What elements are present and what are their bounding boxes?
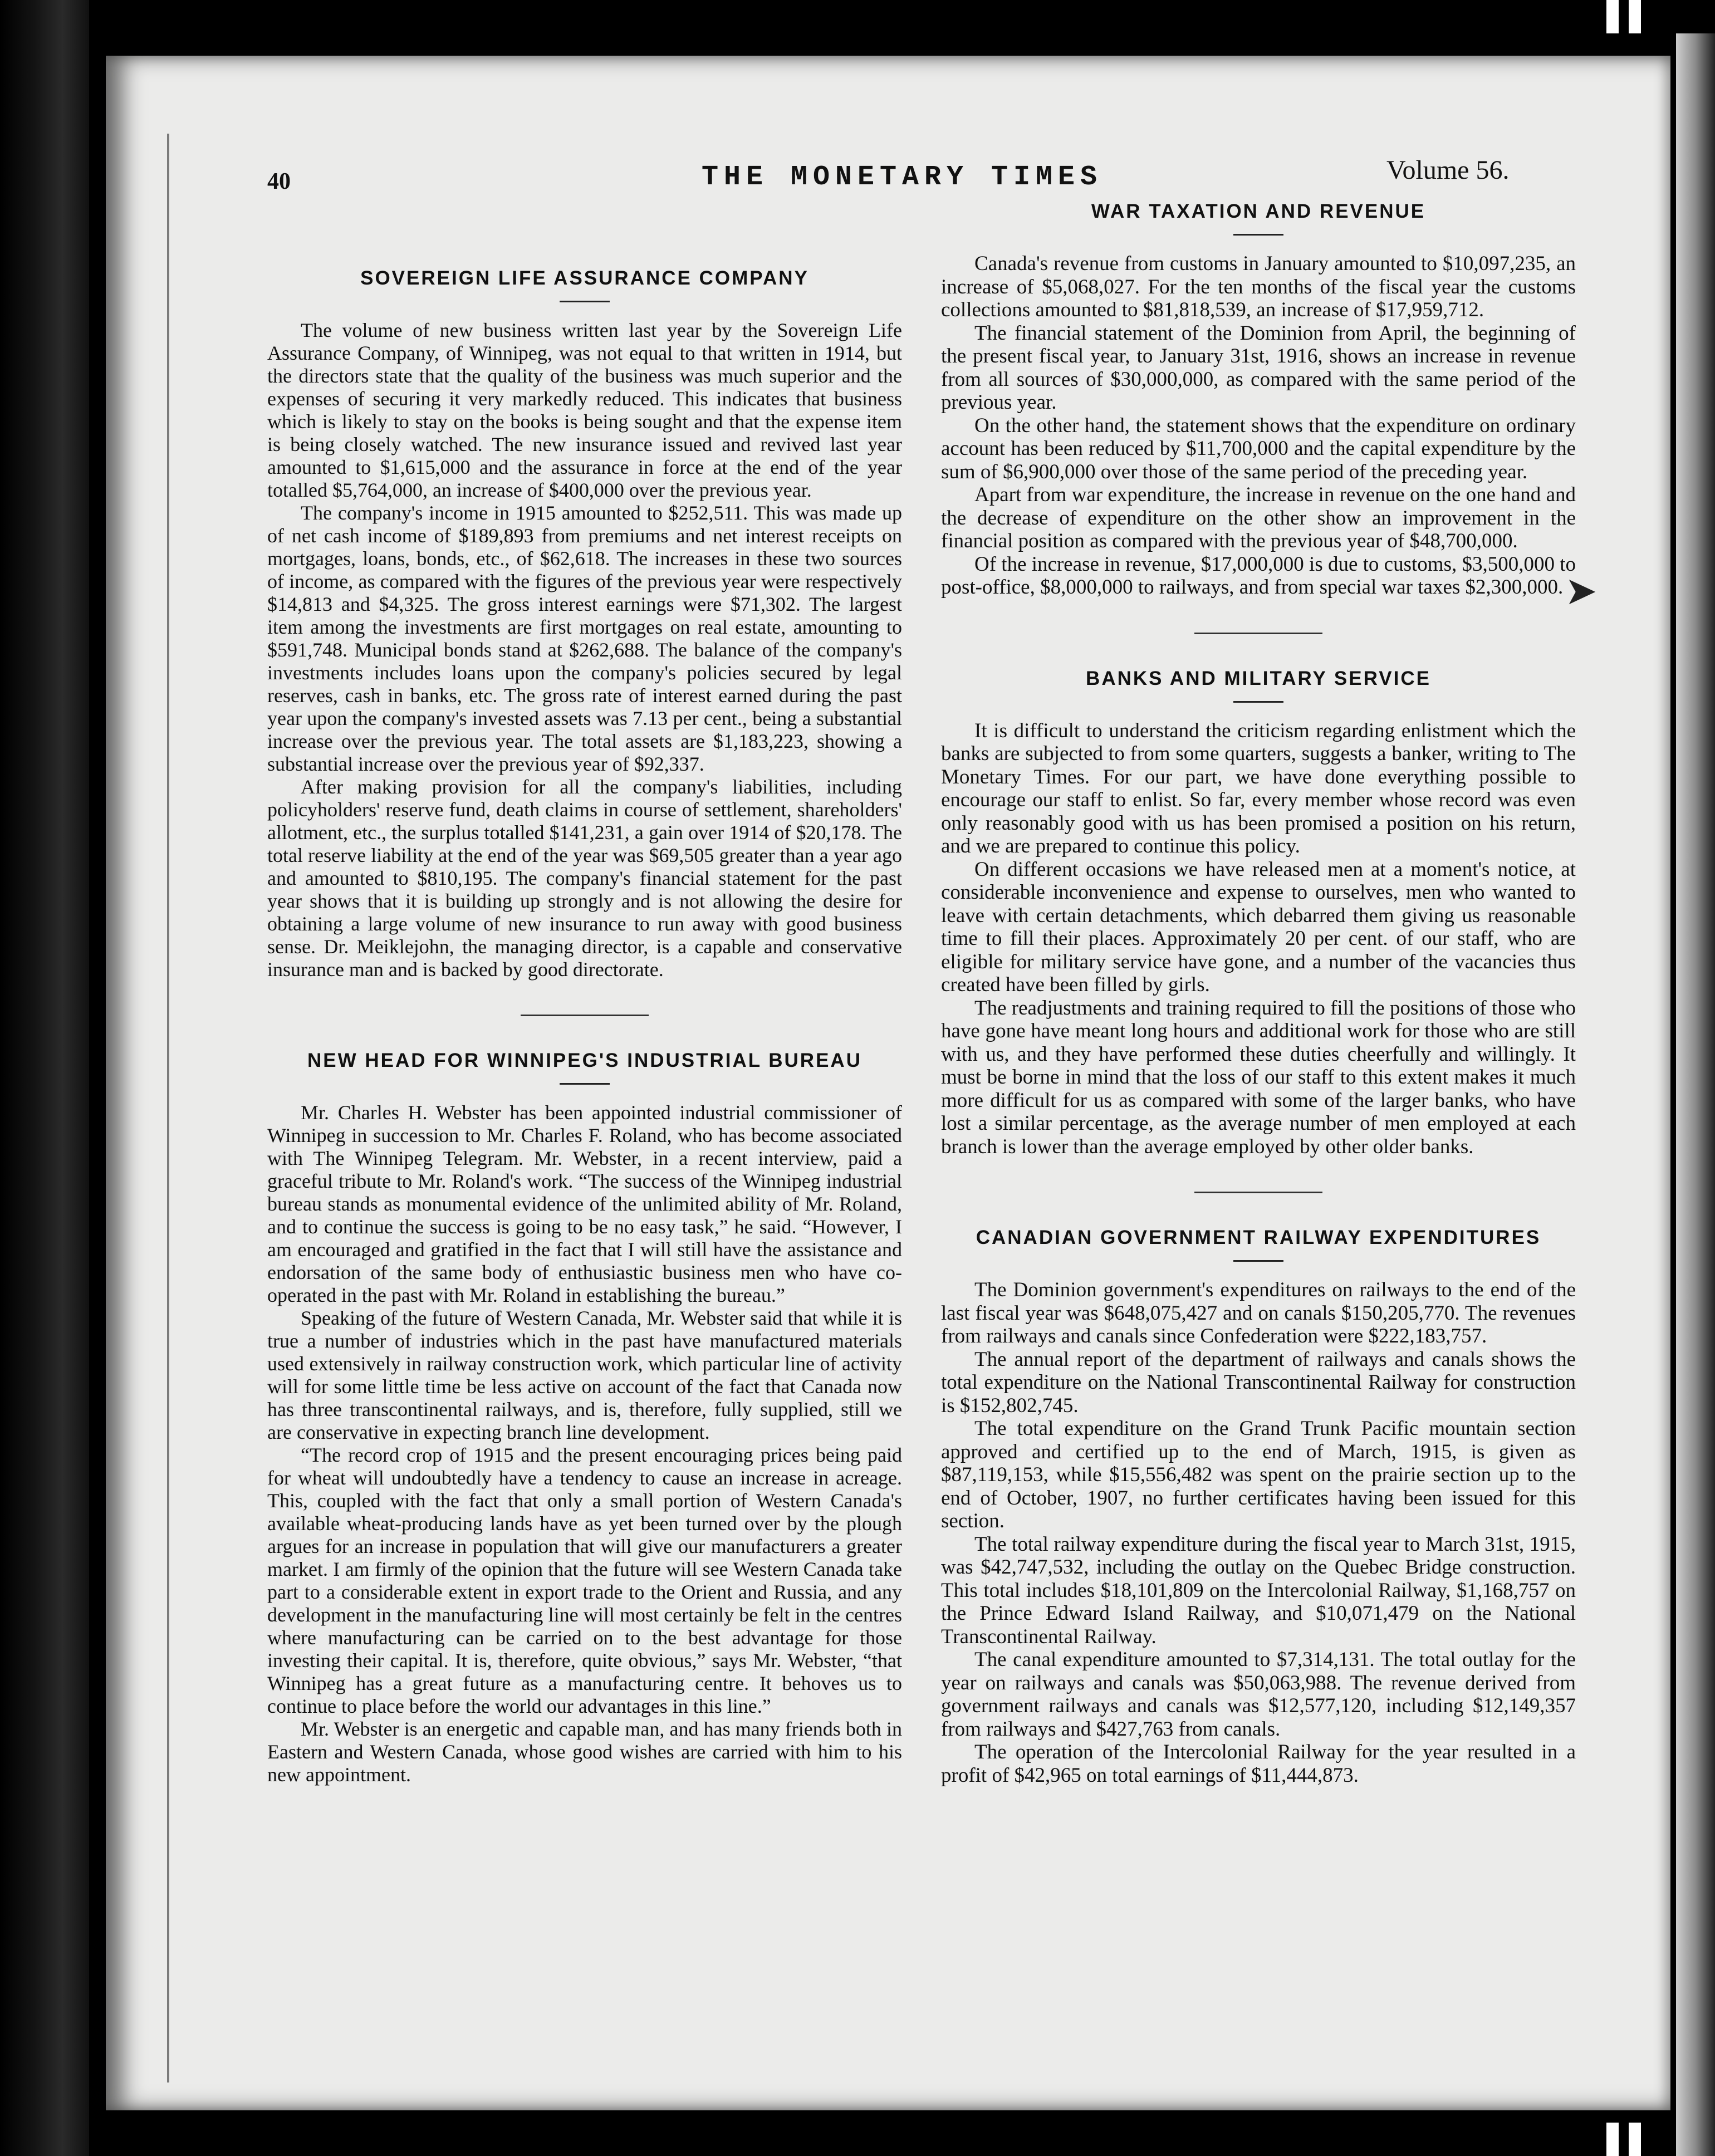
article-paragraph: Speaking of the future of Western Canada, Mr. Webster said that while it is true a number of industries which in the past have manufactured materials used extensively in railway construction work, which particular line of activity will for some little time be less active on account of the fact that Canada now has three transcontinental railways, and is, therefore, fully supplied, still we are conservative in expecting branch line development. [267,1307,902,1443]
headline-rule [560,301,610,302]
article-sovereign-life [267,267,902,981]
volume-label: Volume 56. [1386,155,1510,185]
article-paragraph: The financial statement of the Dominion from April, the beginning of the present fiscal year, to January 31st, 1916, shows an increase in revenue from all sources of $30,000,000, as compared with the same period of the previous year. [941,321,1576,414]
right-column [941,200,1576,1820]
frame-mark [1629,2123,1641,2156]
article-paragraph: Canada's revenue from customs in January amounted to $10,097,235, an increase of $5,068,027. For the ten months of the fiscal year the customs collections amounted to $81,818,539, an increase of $17,959,712. [941,252,1576,321]
page-gutter [167,134,169,2082]
article-paragraph: The annual report of the department of railways and canals shows the total expenditure on the National Transcontinental Railway for construction is $152,802,745. [941,1347,1576,1417]
article-separator [1194,1192,1322,1193]
article-paragraph: Apart from war expenditure, the increase in revenue on the one hand and the decrease of expenditure on the other show an improvement in the financial position as compared with the previous year of $48,700,000. [941,483,1576,552]
journal-title: THE MONETARY TIMES [701,161,1103,193]
article-paragraph: The total expenditure on the Grand Trunk Pacific mountain section approved and certified up to the end of March, 1915, is given as $87,119,153, while $15,556,482 was spent on the prairie section up to the end of October, 1907, no further certificates having been issued for this section. [941,1417,1576,1532]
article-paragraph: The readjustments and training required to fill the positions of those who have gone have meant long hours and additional work for those who are still with us, and they have performed these duties cheerfully and willingly. It must be borne in mind that the loss of our staff to this extent makes it much more difficult for us as compared with some of the larger banks, who have lost a similar percentage, as the average number of men employed at each branch is lower than the average employed by other older banks. [941,996,1576,1158]
article-paragraph: On the other hand, the statement shows that the expenditure on ordinary account has been reduced by $11,700,000 and the capital expenditure by the sum of $6,900,000 over those of the same period of the preceding year. [941,414,1576,483]
article-headline: NEW HEAD FOR WINNIPEG'S INDUSTRIAL BUREAU [307,1050,862,1071]
book-binding [0,0,89,2156]
article-paragraph: The operation of the Intercolonial Railway for the year resulted in a profit of $42,965 on total earnings of $11,444,873. [941,1741,1576,1787]
article-headline: SOVEREIGN LIFE ASSURANCE COMPANY [360,267,809,289]
article-headline: CANADIAN GOVERNMENT RAILWAY EXPENDITURES [976,1227,1541,1248]
left-column [267,267,902,1820]
article-war-taxation [941,200,1576,599]
article-banks-military [941,668,1576,1159]
facing-page-edge [1676,33,1715,2156]
headline-rule [1233,234,1283,236]
article-paragraph: The Dominion government's expenditures on railways to the end of the last fiscal year was $648,075,427 and on canals $150,205,770. The revenues from railways and canals since Confederation were $222,183,757. [941,1278,1576,1347]
article-paragraph: Mr. Webster is an energetic and capable man, and has many friends both in Eastern and Western Canada, whose good wishes are carried with him to his new appointment. [267,1718,902,1786]
article-separator [1194,633,1322,634]
article-paragraph: The company's income in 1915 amounted to $252,511. This was made up of net cash income of $189,893 from premiums and net interest receipts on mortgages, loans, bonds, etc., of $62,618. The increases in these two sources of income, as compared with the figures of the previous year were respectively $14,813 and $4,325. The gross interest earnings were $71,302. The largest item among the investments are first mortgages on real estate, amounting to $591,748. Municipal bonds stand at $262,688. The balance of the company's investments includes loans upon the company's policies secured by legal reserves, cash in banks, etc. The gross rate of interest earned during the past year upon the company's invested assets was 7.13 per cent., being a substantial increase over the previous year. The total assets are $1,183,223, showing a substantial increase over the previous year of $92,337. [267,502,902,775]
article-winnipeg-bureau [267,1050,902,1786]
article-paragraph: The total railway expenditure during the fiscal year to March 31st, 1915, was $42,747,532, including the outlay on the Quebec Bridge construction. This total includes $18,101,809 on the Intercolonial Railway, $1,168,757 on the Prince Edward Island Railway, and $10,071,479 on the National Transcontinental Railway. [941,1532,1576,1648]
document-page [106,56,1670,2110]
article-paragraph: It is difficult to understand the criticism regarding enlistment which the banks are subjected to from some quarters, suggests a banker, writing to The Monetary Times. For our part, we have done everything possible to encourage our staff to enlist. So far, every member whose record was even only reasonably good with us has been promised a position on his return, and we are prepared to continue this policy. [941,719,1576,857]
article-paragraph: The canal expenditure amounted to $7,314,131. The total outlay for the year on railways and canals was $50,063,988. The revenue derived from government railways and canals was $12,577,120, including $12,149,357 from railways and $427,763 from canals. [941,1648,1576,1741]
frame-mark [1606,2123,1619,2156]
article-paragraph: “The record crop of 1915 and the present encouraging prices being paid for wheat will undoubtedly have a tendency to cause an increase in acreage. This, coupled with the fact that only a small portion of Western Canada's available wheat-producing lands have as yet been turned over by the plough argues for an increase in population that will give our manufacturers a greater market. I am firmly of the opinion that the future will see Western Canada take part to a considerable extent in export trade to the Orient and Russia, and any development in the manufacturing line will most certainly be felt in the centres where manufacturing can be carried on to the best advantage for those investing their capital. It is, therefore, quite obvious,” says Mr. Webster, “that Winnipeg has a great future as a manufacturing centre. It behoves us to continue to place before the world our advantages in this line.” [267,1444,902,1717]
frame-mark [1606,0,1619,33]
article-paragraph: After making provision for all the company's liabilities, including policyholders' reserve fund, death claims in course of settlement, shareholders' allotment, etc., the surplus totalled $141,231, a gain over 1914 of $20,178. The total reserve liability at the end of the year was $69,505 greater than a year ago and amounted to $810,195. The company's financial statement for the past year shows that it is building up strongly and is not allowing the desire for obtaining a large volume of new insurance to run away with good business sense. Dr. Meiklejohn, the managing director, is a capable and conservative insurance man and is backed by good directorate. [267,776,902,981]
frame-mark [1629,0,1641,33]
article-headline: BANKS AND MILITARY SERVICE [1086,667,1431,689]
page-header [106,139,1670,200]
article-railway-expenditures [941,1227,1576,1787]
ink-blot-mark: ➤ [1565,568,1598,614]
article-headline: WAR TAXATION AND REVENUE [1091,200,1426,222]
article-paragraph: The volume of new business written last year by the Sovereign Life Assurance Company, of Winnipeg, was not equal to that written in 1914, but the directors state that the quality of the business was much superior and the expenses of securing it very markedly reduced. This indicates that business which is likely to stay on the books is being sought and that the expense item is being closely watched. The new insurance issued and revived last year amounted to $1,615,000 and the assurance in force at the end of the year totalled $5,764,000, an increase of $400,000 over the previous year. [267,319,902,501]
article-separator [521,1015,649,1016]
article-paragraph: On different occasions we have released men at a moment's notice, at considerable inconvenience and expense to ourselves, men who wanted to leave with certain detachments, which debarred them giving us reasonable time to fill their places. Approximately 20 per cent. of our staff, who are eligible for military service have gone, and a number of the vacancies thus created have been filled by girls. [941,857,1576,996]
headline-rule [560,1083,610,1085]
page-number: 40 [267,169,291,194]
headline-rule [1233,701,1283,703]
article-paragraph: Of the increase in revenue, $17,000,000 is due to customs, $3,500,000 to post-office, $8,000,000 to railways, and from special war taxes $2,300,000. [941,552,1576,599]
article-paragraph: Mr. Charles H. Webster has been appointed industrial commissioner of Winnipeg in succession to Mr. Charles F. Roland, who has become associated with The Winnipeg Telegram. Mr. Webster, in a recent interview, paid a graceful tribute to Mr. Roland's work. “The success of the Winnipeg industrial bureau stands as monumental evidence of the unlimited ability of Mr. Roland, and to continue the success is going to be no easy task,” he said. “However, I am encouraged and gratified in the fact that I will still have the assistance and endorsation of the same body of enthusiastic business men who have co-operated in the past with Mr. Roland in establishing the bureau.” [267,1101,902,1306]
headline-rule [1233,1260,1283,1262]
